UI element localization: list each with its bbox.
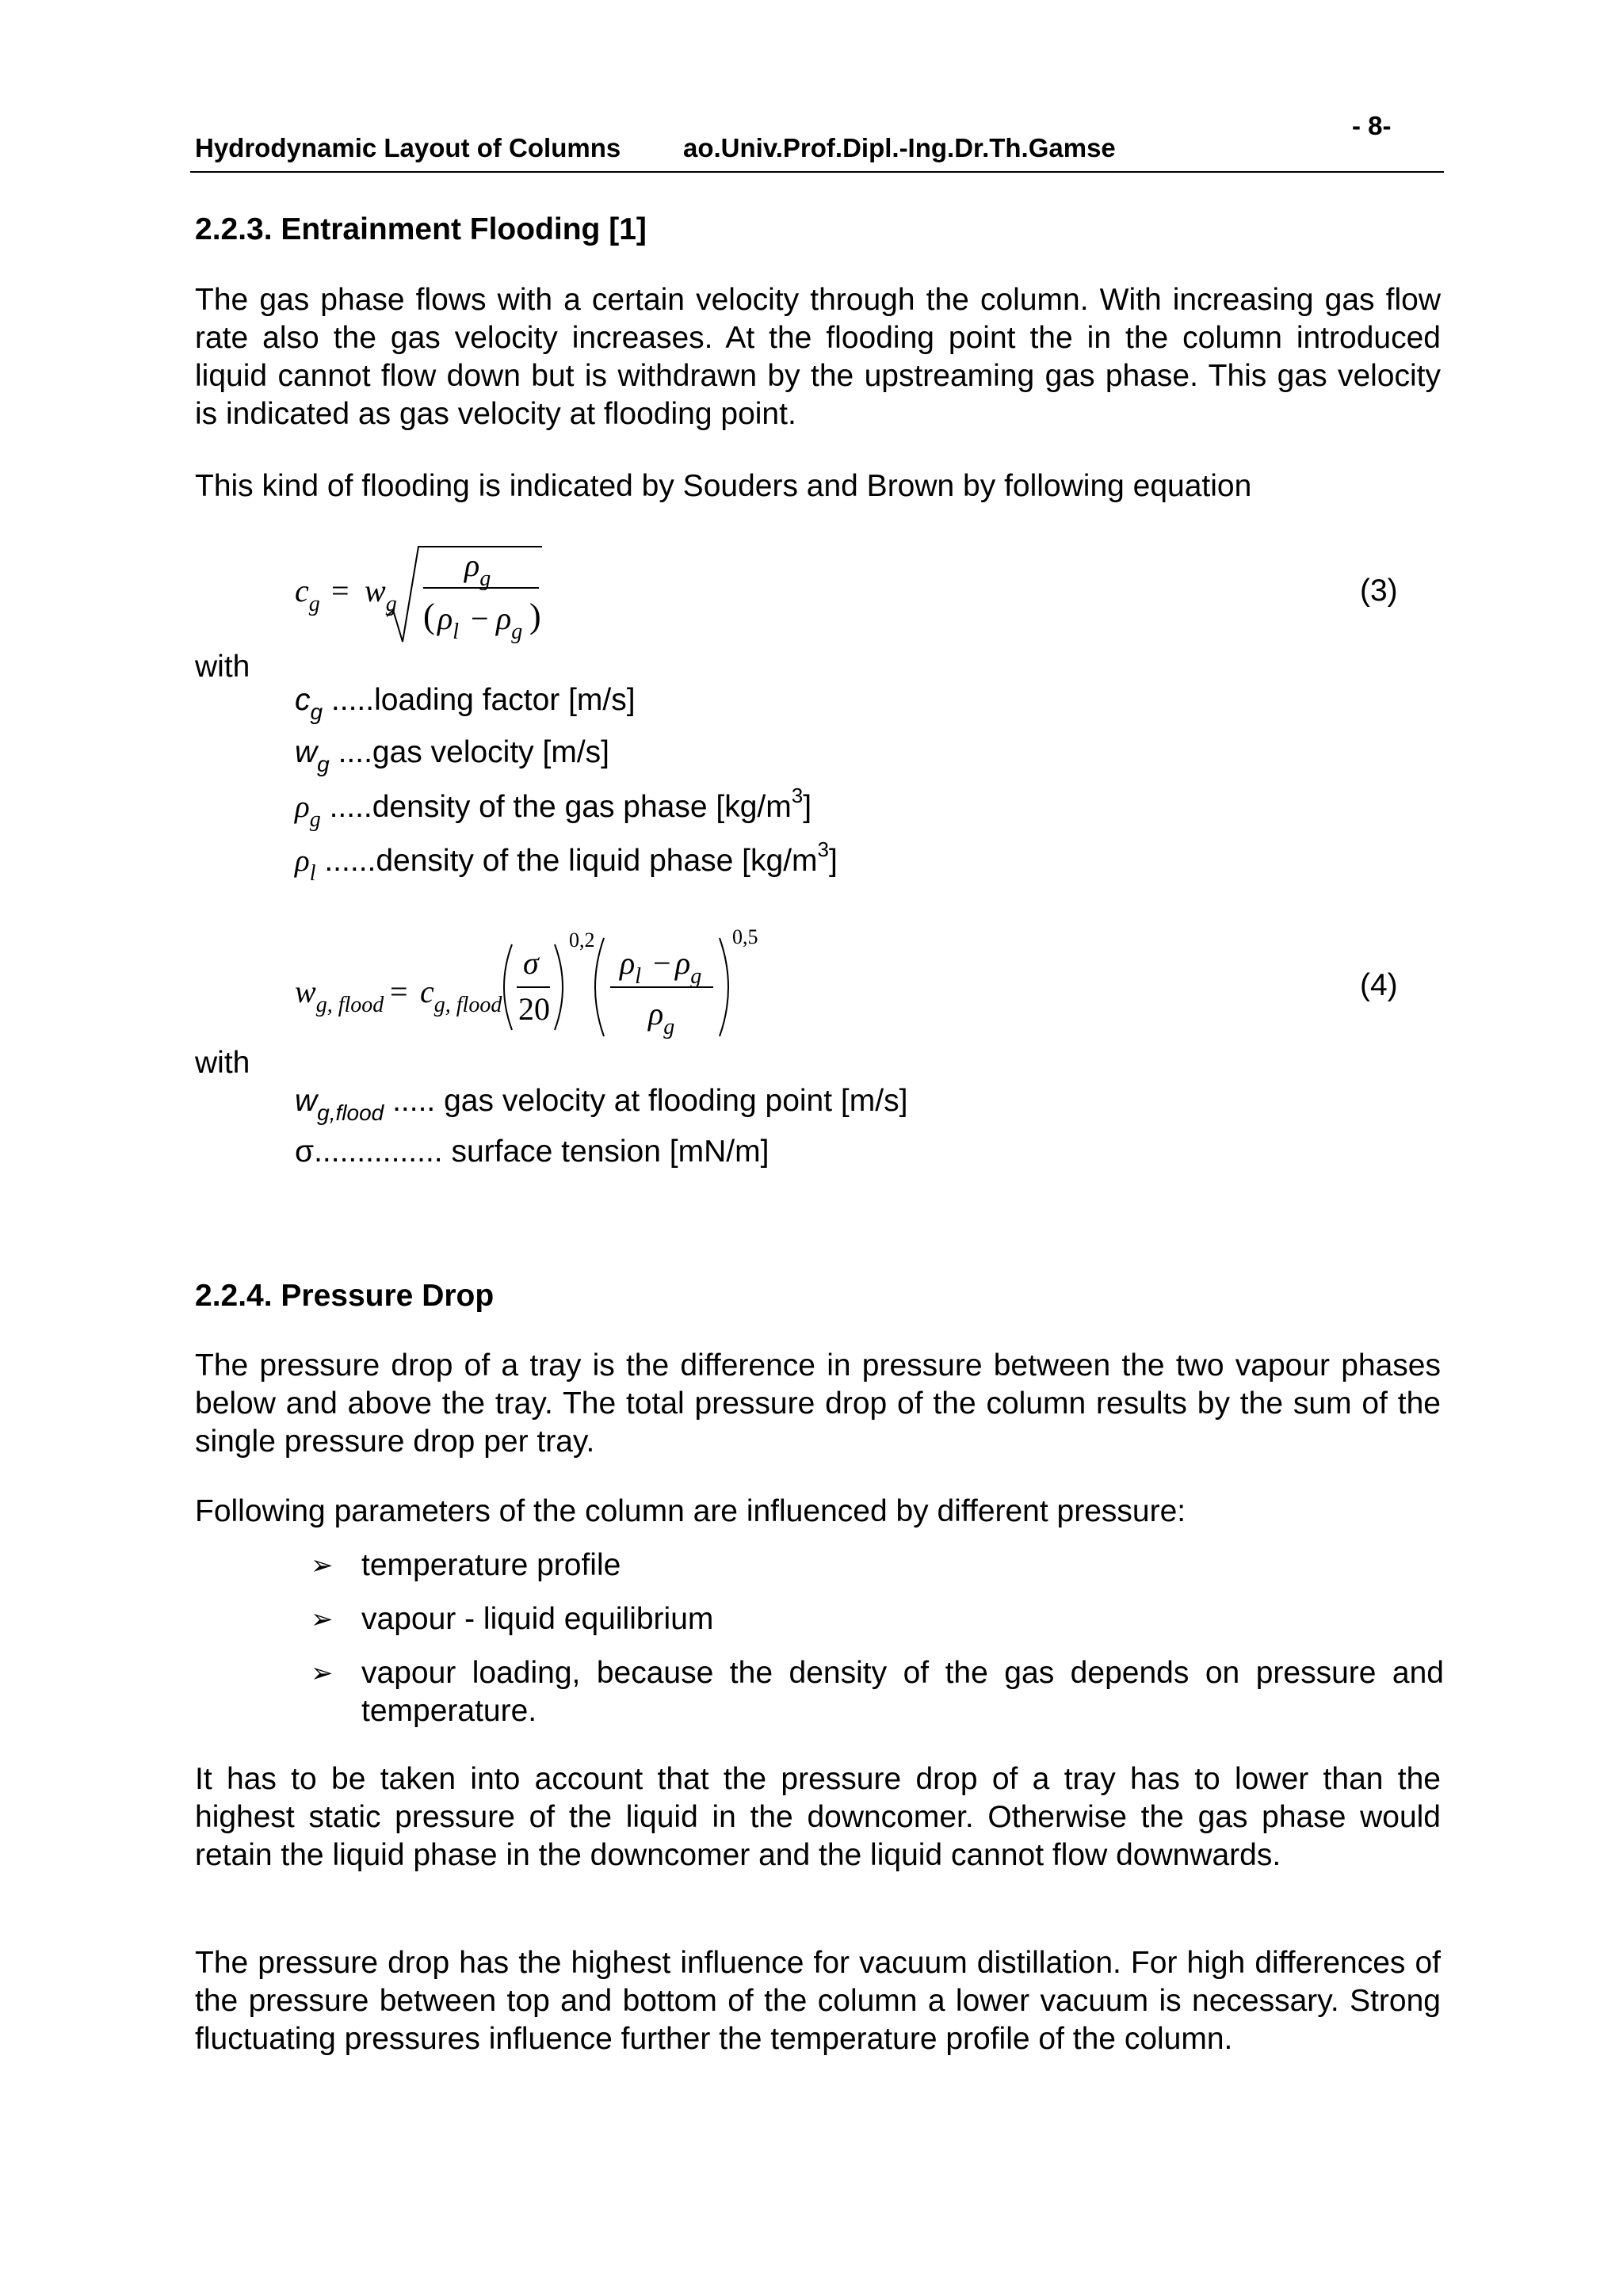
eq3-den-open: ( <box>423 597 435 635</box>
arrow-bullet-icon: ➢ <box>311 1604 334 1634</box>
definition-flooding-velocity: $w_{g,flood}$ ..... gas velocity at flooding point [m/s] <box>295 1084 908 1125</box>
eq3-den-close: ) <box>529 597 541 635</box>
paragraph-flooding-intro: The gas phase flows with a certain velocity through the column. With increasing gas flow rate also the gas velocity increases. At the flooding point the in the column introduced liquid cannot flow down but is withdrawn by the upstreaming gas phase. This gas velocity is indicated as gas velocity at flooding point. <box>195 283 1441 431</box>
eq3-den-b: $\rho_g$ <box>496 601 523 644</box>
eq4-den: $\rho_g$ <box>648 996 675 1039</box>
eq4-num-a: $\rho_l$ <box>620 945 641 989</box>
paragraph-pressure-drop-definition: The pressure drop of a tray is the difference in pressure between the two vapour phases below and above the tray. The total pressure drop of the column results by the sum of the single pressure drop per tray. <box>195 1348 1441 1459</box>
with-label-1: with <box>195 650 250 684</box>
eq4-c: $c_{g, flood}$ <box>420 974 502 1017</box>
with-label-2: with <box>195 1046 250 1080</box>
equation-number-4: (4) <box>1360 968 1398 1002</box>
paragraph-parameters-intro: Following parameters of the column are influenced by different pressure: <box>195 1494 1186 1528</box>
definition-gas-density: $\rho_g$ .....density of the gas phase $[kg/m^3]$ <box>295 784 812 832</box>
arrow-bullet-icon: ➢ <box>311 1550 334 1581</box>
running-header-title: Hydrodynamic Layout of Columns <box>195 133 621 162</box>
list-item: ➢ temperature profile <box>311 1547 1444 1585</box>
definition-liquid-density: $\rho_l$ ......density of the liquid phase $[kg/m^3]$ <box>295 837 838 886</box>
definition-gas-velocity: $w_g$ ....gas velocity [m/s] <box>295 735 610 776</box>
section-heading-entrainment-flooding: 2.2.3. Entrainment Flooding [1] <box>195 212 647 246</box>
list-item: ➢ vapour - liquid equilibrium <box>311 1600 1444 1638</box>
eq4-lhs: $w_{g, flood}$ <box>295 974 384 1017</box>
eq4-minus: − <box>653 945 671 981</box>
eq4-exponent-1: 0,2 <box>569 929 595 952</box>
eq3-lhs: $c_g$ <box>295 573 320 616</box>
definition-surface-tension: σ............... surface tension [mN/m] <box>295 1135 769 1169</box>
running-header-author: ao.Univ.Prof.Dipl.-Ing.Dr.Th.Gamse <box>683 133 1116 162</box>
equation-number-3: (3) <box>1360 574 1398 608</box>
page-number: - 8- <box>1352 111 1392 140</box>
list-item: ➢ vapour loading, because the density of the gas depends on pressure and temperature. <box>311 1656 1444 1728</box>
eq3-den-minus: − <box>471 601 489 636</box>
eq4-brackets-and-bars <box>498 935 751 1046</box>
eq3-radical-and-fraction-bar <box>387 543 545 646</box>
paragraph-vacuum-distillation: The pressure drop has the highest influence for vacuum distillation. For high differences of the pressure between top and bottom of the column a lower vacuum is necessary. Strong fluctuating pressures influence further the temperature profile of the column. <box>195 1946 1441 2056</box>
arrow-bullet-icon: ➢ <box>311 1658 334 1688</box>
header-rule <box>190 171 1444 173</box>
eq4-equals: = <box>390 974 408 1009</box>
eq3-den-a: $\rho_l$ <box>437 601 459 644</box>
eq4-num-b: $\rho_g$ <box>675 945 702 989</box>
definition-loading-factor: $c_g$ .....loading factor [m/s] <box>295 683 636 724</box>
eq4-sigma: σ <box>523 945 539 981</box>
eq3-equals: = <box>331 573 349 608</box>
eq4-twenty: 20 <box>518 991 550 1027</box>
paragraph-souders-brown: This kind of flooding is indicated by Souders and Brown by following equation <box>195 469 1252 503</box>
eq4-exponent-2: 0,5 <box>732 925 758 948</box>
eq3-w: $w_g$ <box>365 573 397 616</box>
paragraph-downcomer: It has to be taken into account that the pressure drop of a tray has to lower than the highest static pressure of the liquid in the downcomer. Otherwise the gas phase would retain the liquid phase in the downcomer and the liquid cannot flow downwards. <box>195 1762 1441 1872</box>
eq3-numerator: $\rho_g$ <box>464 547 491 591</box>
section-heading-pressure-drop: 2.2.4. Pressure Drop <box>195 1279 495 1313</box>
